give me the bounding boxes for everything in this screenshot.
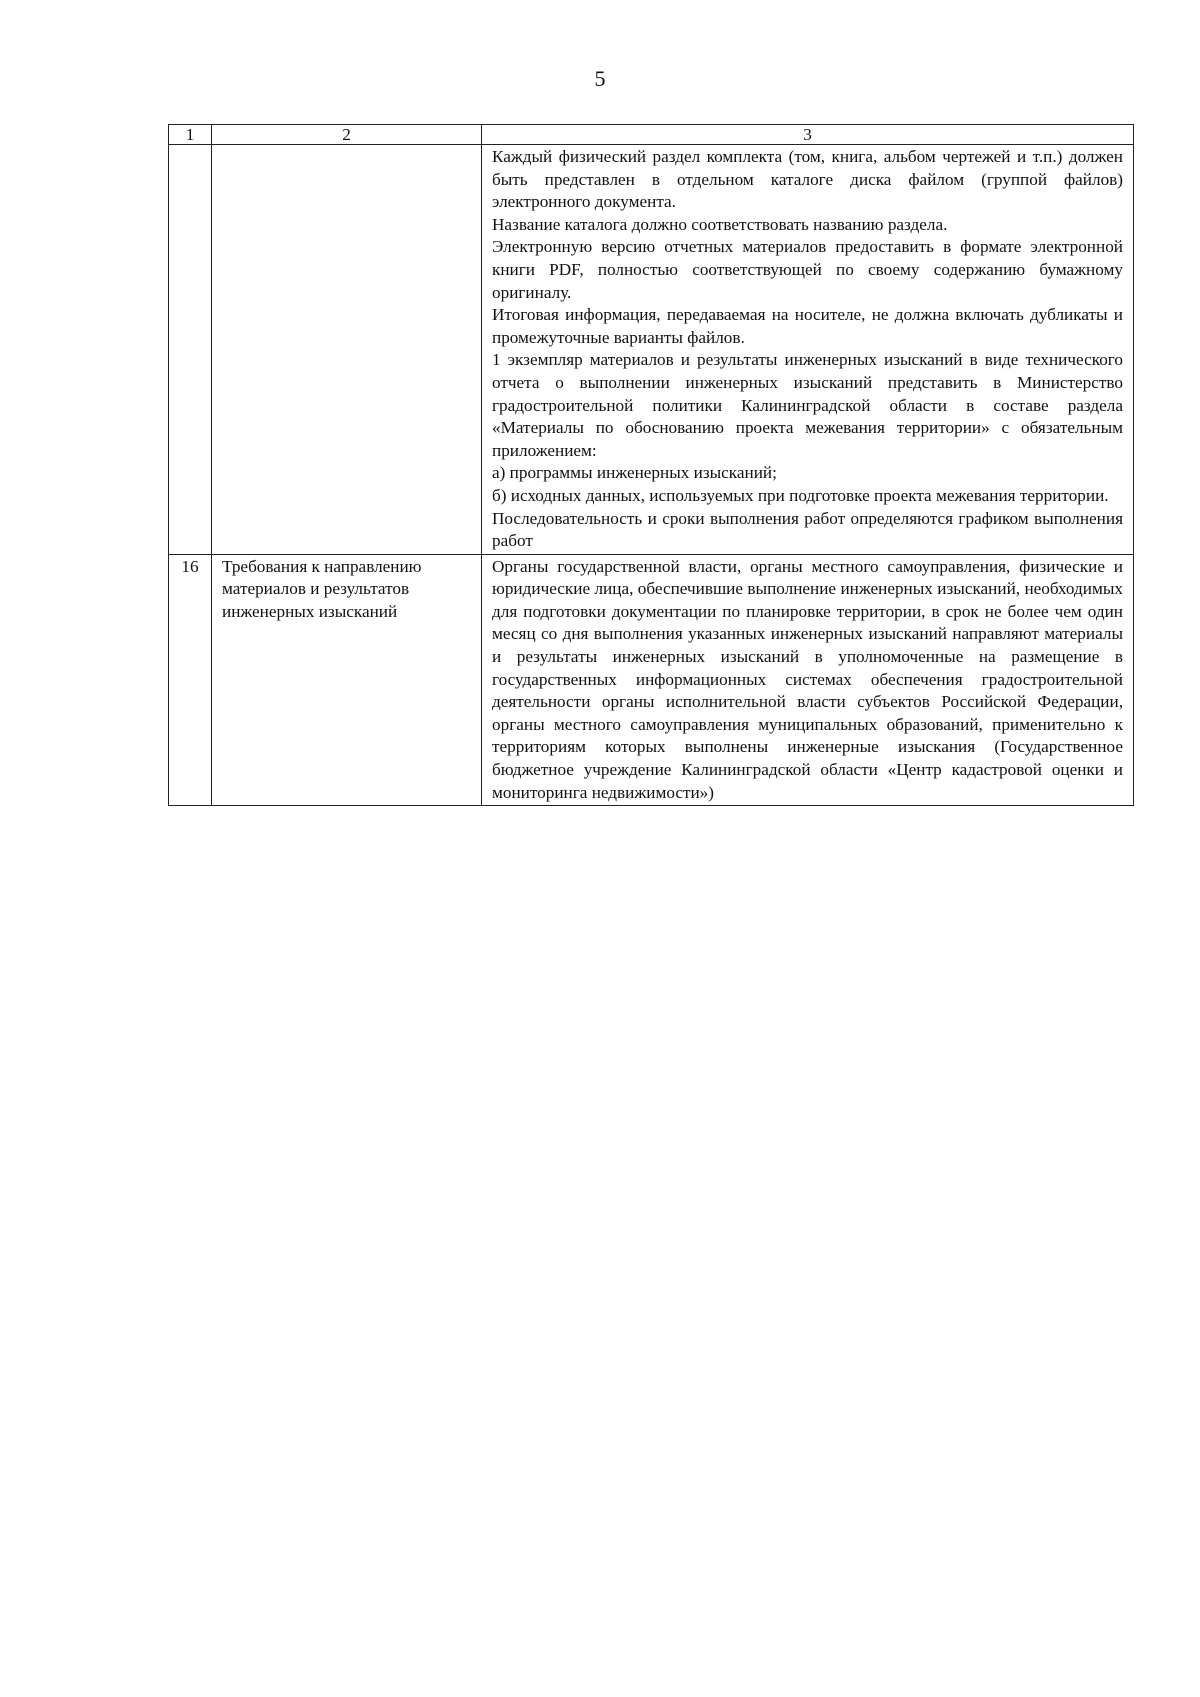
content-paragraph: Последовательность и сроки выполнения работ определяются графиком выполнения работ [492, 508, 1123, 551]
requirements-table [168, 124, 1134, 806]
table-header-row [169, 125, 1134, 145]
header-cell-col-2: 2 [212, 125, 482, 145]
page-number: 5 [594, 66, 606, 91]
row-content-cell [482, 554, 1134, 806]
row-number-cell: 16 [169, 554, 212, 806]
content-paragraph: Итоговая информация, передаваемая на носителе, не должна включать дубликаты и промежуточные варианты файлов. [492, 305, 1123, 347]
table-row [169, 145, 1134, 555]
content-paragraph: б) исходных данных, используемых при подготовке проекта межевания территории. [492, 485, 1109, 505]
row-number-cell [169, 145, 212, 555]
content-paragraph: Каждый физический раздел комплекта (том, книга, альбом чертежей и т.п.) должен быть представлен в отдельном каталоге диска файлом (группой файлов) электронного документа. [492, 147, 1123, 212]
table-row [169, 554, 1134, 806]
row-name-cell: Требования к направлению материалов и результатов инженерных изысканий [212, 554, 482, 806]
row-name-cell [212, 145, 482, 555]
content-paragraph: а) программы инженерных изысканий; [492, 463, 777, 483]
content-paragraph: Название каталога должно соответствовать названию раздела. [492, 214, 948, 234]
content-paragraph: 1 экземпляр материалов и результаты инженерных изысканий в виде технического отчета о выполнении инженерных изысканий представить в Министерство градостроительной политики Калининградской области в составе раздела «Материалы по обоснованию проекта межевания территории» с обязательным приложением: [492, 350, 1123, 460]
content-paragraph: Электронную версию отчетных материалов предоставить в формате электронной книги PDF, полностью соответствующей по своему содержанию бумажному оригиналу. [492, 237, 1123, 302]
header-cell-col-3: 3 [482, 125, 1134, 145]
content-paragraph: Органы государственной власти, органы местного самоуправления, физические и юридические лица, обеспечившие выполнение инженерных изысканий, необходимых для подготовки документации по планировке территории, в срок не более чем один месяц со дня выполнения указанных инженерных изысканий направляют материалы и результаты инженерных изысканий в уполномоченные на размещение в государственных информационных системах обеспечения градостроительной деятельности органы исполнительной власти субъектов Российской Федерации, органы местного самоуправления муниципальных образований, применительно к территориям которых выполнены инженерные изыскания (Государственное бюджетное учреждение Калининградской области «Центр кадастровой оценки и мониторинга недвижимости») [492, 556, 1123, 802]
row-content-cell [482, 145, 1134, 555]
header-cell-col-1: 1 [169, 125, 212, 145]
